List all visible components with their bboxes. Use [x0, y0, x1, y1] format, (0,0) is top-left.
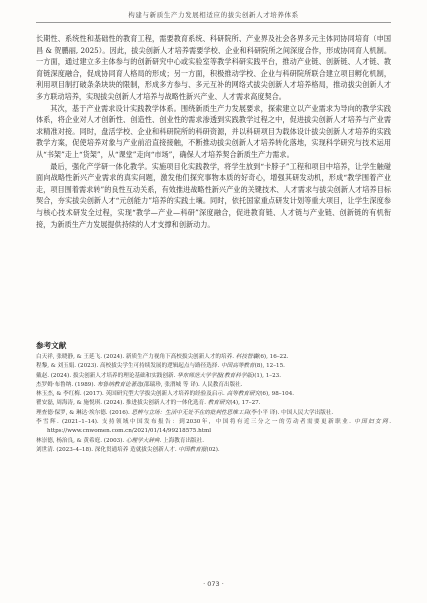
- body-paragraph: 最后，强化产学研一体化教学。实施项目化实践教学，将学生放到“卡脖子”工程和项目中培养，让学生触碰面向战略性新兴产业需求的真实问题，激发他们探究事物本质的好奇心，增强其研发动机，形成“教学围着产业走，项目围着需求转”的良性互动关系，有效推进战略性新兴产业的关键技术、人才需求与拔尖创新人才培养目标契合，夯实拔尖创新人才“元创能力”培养的实践土壤。同时，依托国家重点研发计划等重大项目，让学生深度参与核心技术研发全过程，实现“教学—产业—科研”深度融合，促进教育链、人才链与产业链、创新链的有机衔接，为新质生产力发展提供持续的人才支撑和创新动力。: [36, 161, 391, 229]
- body-paragraph: 其次，基于产业需求设计实践教学体系。围绕新质生产力发展要求，探索建立以产业需求为导向的教学实践体系，将企业对人才创新性、创造性、创业性的需求渗透到实践教学过程之中，促进拔尖创新人才培养与产业需求精准对接。同时，盘活学校、企业和科研院所的科研资源，并以科研项目为载体设计拔尖创新人才培养的实践教学方案，促使培养对象与产业前沿直接接触，不断推动拔尖创新人才培养转化落地，实现科学研究与技术运用从“书架”走上“货架”，从“课堂”走向“市场”，确保人才培养契合新质生产力需求。: [36, 103, 391, 159]
- reference-entry: 李雪辉. (2021–1–14). 支持领域中国发布报告：到2030年，中国将有近三分之一的劳动者需要更新职业. 中国妇女网. https://www.cnwomen.com.cn/2021/01/14/99218575.html: [36, 419, 391, 435]
- body-paragraph: 长期性、系统性和基础性的教育工程，需要教育系统、科研院所、产业界及社会各界多元主体同协同培育（申国昌 & 贺鹏丽, 2025）。因此，拔尖创新人才培养需要学校、企业和科研院所之间深度合作，形成协同育人机制。一方面，通过建立多主体参与的创新研究中心或实验室等教学科研实践平台，推动产业链、创新链、人才链、教育链深度融合，促成协同育人格局的形成；另一方面，积极推动学校、企业与科研院所联合建立项目孵化机制，利用项目制打破条条块块的限制，形成多方参与、多元互补的网络式拔尖创新人才培养格局，推动拔尖创新人才多方联动培养，实现拔尖创新人才培养与战略性新兴产业、人才需求高度契合。: [36, 34, 391, 101]
- reference-entry: 刘世清. (2023–4–18). 深化贯通培养 造就拔尖创新人才. 中国教育报(02).: [36, 446, 220, 453]
- header-rule: [36, 22, 391, 23]
- references-list: [36, 353, 391, 455]
- reference-entry: 程黎, & 刘玉娟. (2023). 高校拔尖学生可持续发展的逻辑起点与路径选择. 中国高等教育(8), 12–15.: [36, 363, 285, 370]
- reference-entry: 理查德·保罗, & 琳达·埃尔德. (2016). 思辨与立场：生活中无处不在的批判性思维工具(李小平 译). 中国人民大学出版社.: [36, 409, 334, 416]
- running-head: 构建与新质生产力发展相适应的拔尖创新人才培养体系: [128, 11, 299, 19]
- page-number: · 073 ·: [203, 580, 224, 588]
- reference-entry: 林玉杰, & 李红梅. (2017). 英国研究型大学拔尖创新人才培养的经验及启示. 高等教育研究(6), 98–104.: [36, 391, 295, 398]
- body-text: [36, 33, 391, 230]
- reference-entry: 瞿安磊, 周海涛, & 施悦琪. (2024). 推进拔尖创新人才的一体化选育. 教育研究(4), 17–27.: [36, 400, 261, 407]
- reference-entry: 戴赵. (2024). 拔尖创新人才培养的理论基础和实践创新. 华东师范大学学报(教育科学版)(1), 1–23.: [36, 372, 281, 379]
- reference-entry: 杰罗姆·布鲁纳. (1989). 布鲁纳教育论著选(邵瑞珍, 张渭城 等 译). 人民教育出版社.: [36, 381, 243, 388]
- references-heading: 参考文献: [36, 341, 67, 350]
- reference-entry: 林崇德, 杨治良, & 黄希庭. (2003). 心理学大辞典. 上海教育出版社.: [36, 437, 205, 444]
- reference-entry: 白天祥, 张晓静, & 王延飞. (2024). 新质生产力视角下高校拔尖创新人才的培养. 科技智囊(6), 16–22.: [36, 354, 289, 360]
